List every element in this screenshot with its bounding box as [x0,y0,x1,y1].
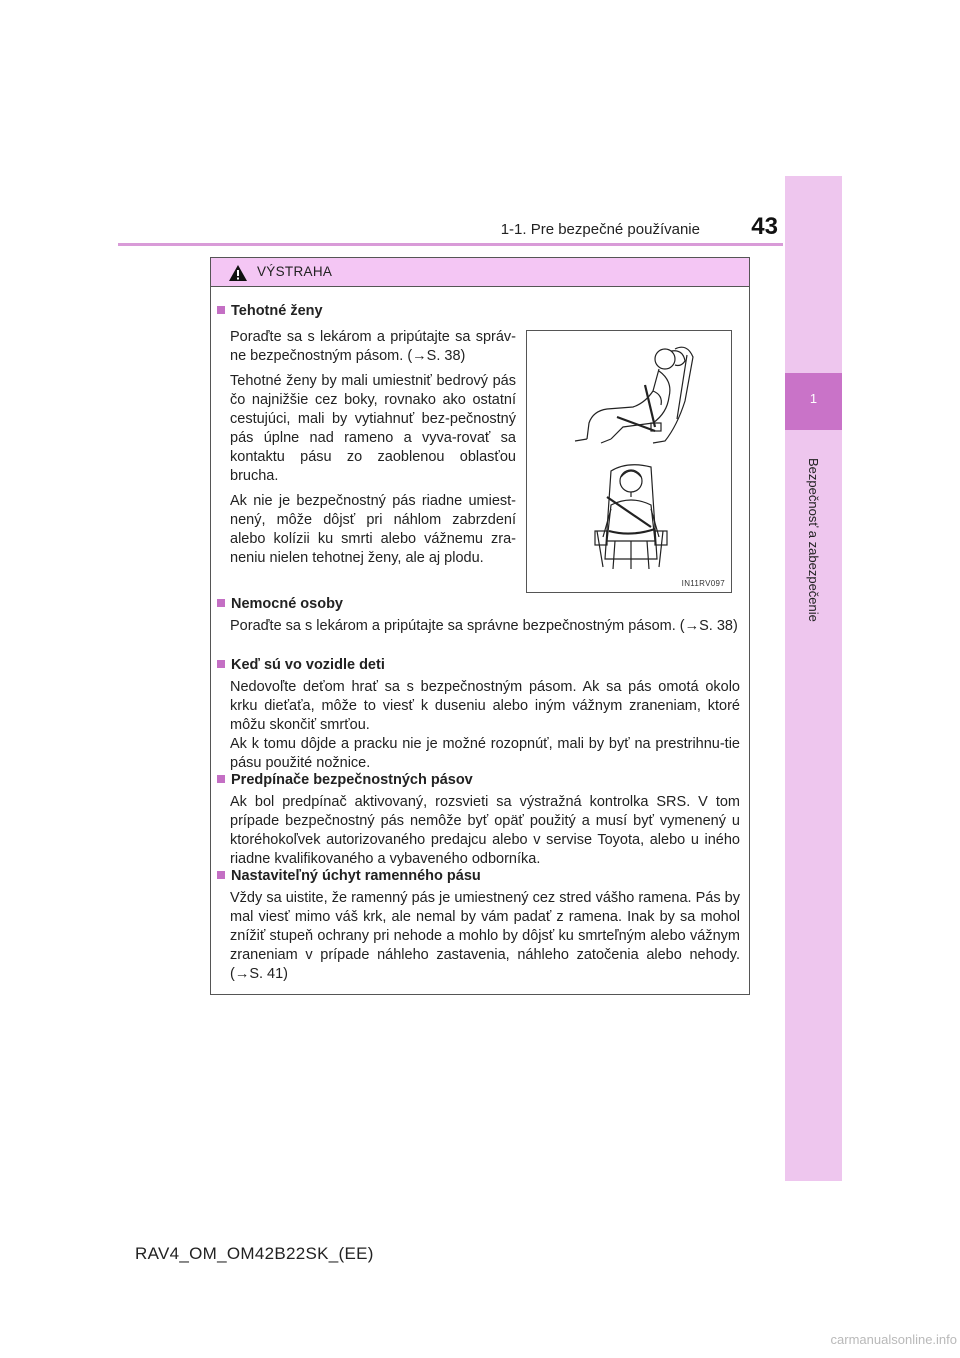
header-rule [118,243,783,246]
chapter-side-tab [785,176,842,1181]
bullet-square-icon [217,660,225,668]
pregnant-paragraph-2: Tehotné ženy by mali umiestniť bedrový pás čo najnižšie cez boky, rovnako ako ostatní cestujúci, mali by vytiahnuť bez-pečnostný pás úplne nad rameno a vyva-rovať sa kontaktu pásu zo zaoblenou oblasťou brucha. [230,373,516,484]
shoulder-anchor-paragraph: Vždy sa uistite, že ramenný pás je umiestnený cez stred vášho ramena. Pás by mal viesť mimo váš krk, ale nemal by vám padať z ramena. Inak by sa mohol znížiť stupeň ochrany pri nehode a mohlo by dôjsť ku smrteľným alebo vážnym zraneniam v prípade náhleho zastavenia, náhleho zatočenia alebo nehody. (→S. 41) [230,890,740,982]
item-heading-pretensioners: Predpínače bezpečnostných pásov [217,772,473,788]
item-heading-children: Keď sú vo vozidle deti [217,657,385,673]
pregnant-paragraph-3: Ak nie je bezpečnostný pás riadne umiest-nený, môže dôjsť pri náhlom zabrzdení alebo kolízii ku smrti alebo vážnemu zra-neniu nielen tehotnej ženy, ale aj plodu. [230,493,516,566]
bullet-square-icon [217,775,225,783]
item-heading-ill: Nemocné osoby [217,596,343,612]
section-title: 1-1. Pre bezpečné používanie [500,221,700,238]
bullet-square-icon [217,306,225,314]
pregnant-paragraph-1: Poraďte sa s lekárom a pripútajte sa správ-ne bezpečnostným pásom. (→S. 38) [230,329,516,364]
bullet-square-icon [217,599,225,607]
watermark: carmanualsonline.info [830,1332,957,1347]
warning-box [210,257,750,995]
item-heading-pregnant: Tehotné ženy [217,303,323,319]
pretensioners-paragraph: Ak bol predpínač aktivovaný, rozsvieti sa výstražná kontrolka SRS. V tom prípade bezpečnostný pás nemôže byť opäť použitý a musí byť vymenený u ktoréhokoľvek autorizovaného predajcu alebo v servise Toyota, alebo u iného riadne kvalifikovaného a vybaveného odborníka. [230,794,740,867]
warning-triangle-icon [228,264,248,282]
footer-manual-code: RAV4_OM_OM42B22SK_(EE) [135,1244,374,1263]
warning-title: VÝSTRAHA [257,264,333,279]
warning-header [211,258,749,287]
seatbelt-illustration [526,330,732,593]
children-paragraph-1: Nedovoľte deťom hrať sa s bezpečnostným pásom. Ak sa pás omotá okolo krku dieťaťa, môže to viesť k duseniu alebo iným vážnym zraneniam, ktoré môžu skončiť smrťou. [230,679,740,733]
item-heading-shoulder-anchor: Nastaviteľný úchyt ramenného pásu [217,868,481,884]
pregnant-woman-seatbelt-illustration [527,331,731,571]
ill-paragraph: Poraďte sa s lekárom a pripútajte sa správne bezpečnostným pásom. (→S. 38) [230,618,738,634]
bullet-square-icon [217,871,225,879]
chapter-number: 1 [809,391,818,406]
figure-code: IN11RV097 [681,579,725,588]
children-paragraph-2: Ak k tomu dôjde a pracku nie je možné rozopnúť, mali by byť na prestrihnu-tie pásu použité nožnice. [230,736,740,771]
page-number: 43 [751,213,778,240]
chapter-label: Bezpečnosť a zabezpečenie [806,458,821,622]
